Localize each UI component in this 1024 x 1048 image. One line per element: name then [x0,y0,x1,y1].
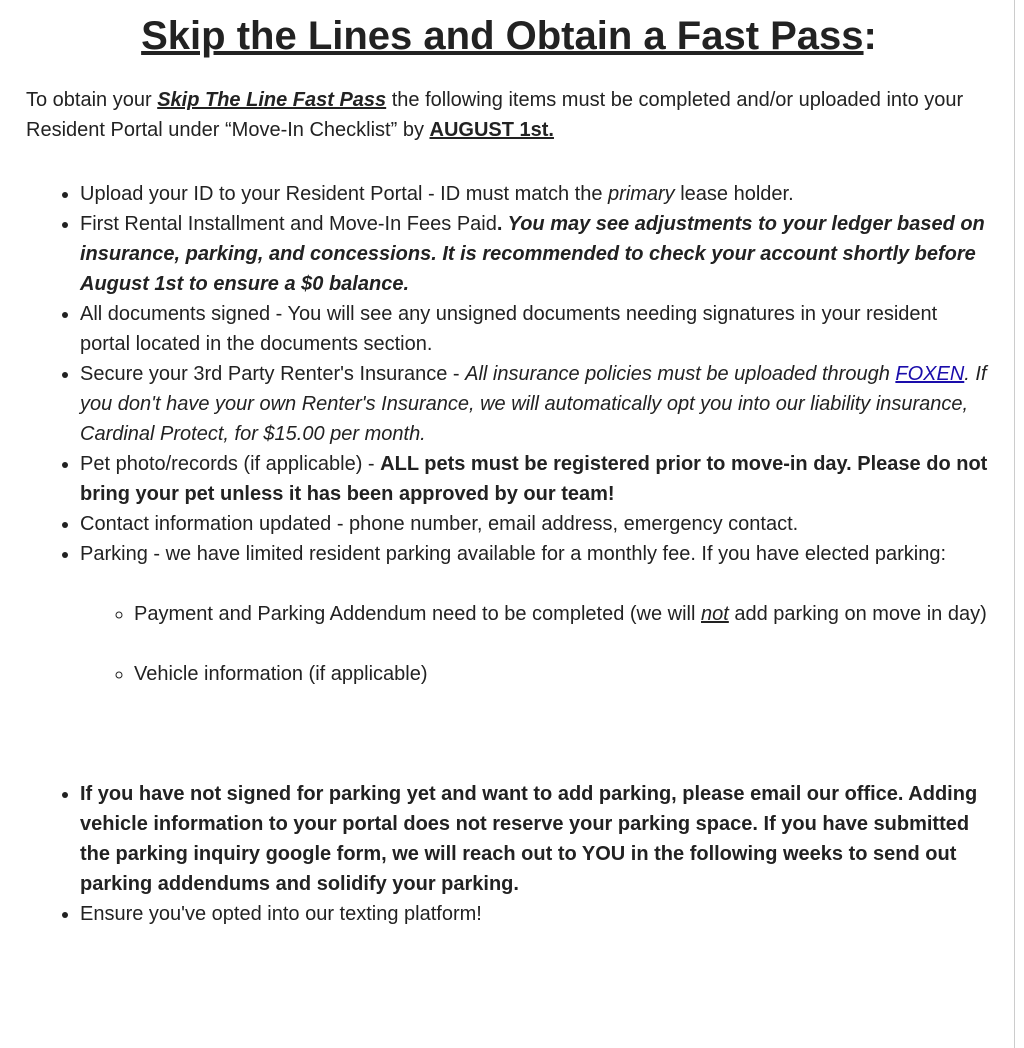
texting-text: Ensure you've opted into our texting platform! [80,903,482,925]
fast-pass-name: Skip The Line Fast Pass [157,89,387,111]
id-text-1: Upload your ID to your Resident Portal - ID must match the [80,183,608,205]
parking-sublist [80,599,992,689]
checklist-item-documents [80,299,992,359]
page-right-border [1014,0,1015,1048]
rent-text: First Rental Installment and Move-In Fees Paid [80,213,497,235]
addendum-text-2: add parking on move in day) [728,603,987,625]
checklist-item-parking-note [80,779,992,899]
parking-subitem-vehicle [134,659,992,689]
rent-ledger-note: You may see adjustments to your ledger based on insurance, parking, and concessions. It is recommended to check your account shortly before August 1st to ensure a $0 balance. [80,213,985,295]
foxen-link[interactable]: FOXEN [895,363,965,385]
checklist [26,179,992,929]
contact-text: Contact information updated - phone number, email address, emergency contact. [80,513,799,535]
pets-text: Pet photo/records (if applicable) - [80,453,381,475]
checklist-item-pets [80,449,992,509]
document-body [26,14,992,929]
intro-text-1: To obtain your [26,89,158,111]
deadline-date: AUGUST 1st. [429,119,554,141]
intro-paragraph [26,85,992,145]
id-emphasis: primary [608,183,675,205]
checklist-item-id [80,179,992,209]
checklist-item-insurance [80,359,992,449]
vehicle-text: Vehicle information (if applicable) [134,663,428,685]
parking-subitem-addendum [134,599,992,629]
addendum-emphasis: not [701,603,729,625]
parking-text: Parking - we have limited resident parking available for a monthly fee. If you have elected parking: [80,543,947,565]
documents-text: All documents signed - You will see any unsigned documents needing signatures in your resident portal located in the documents section. [80,303,938,355]
page-title-colon: : [863,14,877,58]
id-text-2: lease holder. [674,183,794,205]
checklist-item-rent [80,209,992,299]
parking-note-text: If you have not signed for parking yet and want to add parking, please email our office. Adding vehicle information to your portal does not reserve your parking space. If you have submitted the parking inquiry google form, we will reach out to YOU in the following weeks to send out parking addendums and solidify your parking. [80,783,978,895]
pets-warning: ALL pets must be registered prior to move-in day. Please do not bring your pet unless it has been approved by our team! [80,453,988,505]
rent-period: . [496,213,503,235]
page-title-text: Skip the Lines and Obtain a Fast Pass [141,14,864,58]
insurance-text-3: . If you don't have your own Renter's Insurance, we will automatically opt you into our liability insurance, Cardinal Protect, for $15.00 per month. [80,363,987,445]
checklist-item-contact [80,509,992,539]
page-title [26,14,992,58]
insurance-text-2: All insurance policies must be uploaded through [465,363,896,385]
intro-text-2: the following items must be completed and/or uploaded into your Resident Portal under “Move-In Checklist” by [26,89,964,141]
spacer [80,689,992,779]
addendum-text-1: Payment and Parking Addendum need to be completed (we will [134,603,702,625]
checklist-item-texting [80,899,992,929]
checklist-item-parking [80,539,992,779]
insurance-text-1: Secure your 3rd Party Renter's Insurance - [80,363,466,385]
